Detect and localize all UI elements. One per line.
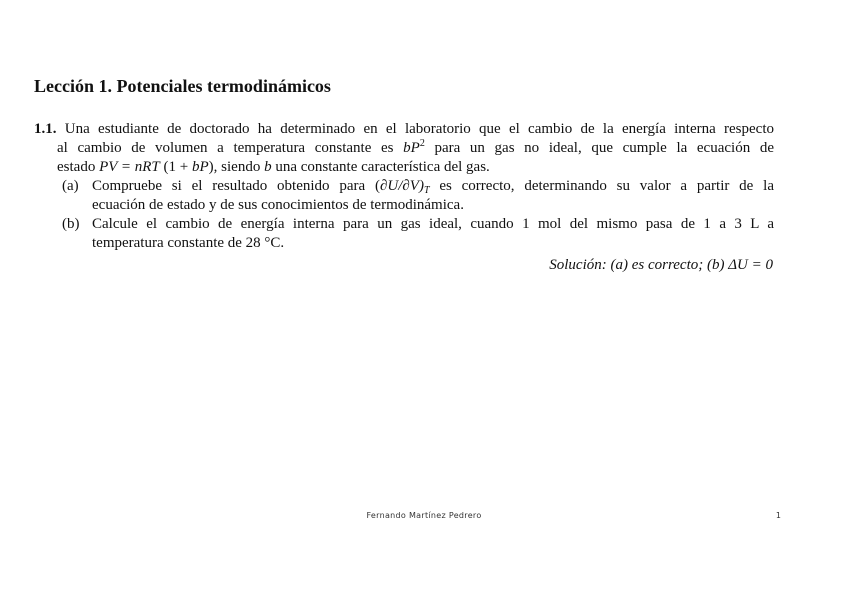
subquestion-label: (a) [62, 178, 79, 194]
subquestion-label: (b) [62, 216, 80, 232]
problem-line-2: al cambio de volumen a temperatura constante es $bP^2$ para un gas no ideal, que cumple la ecuación de [57, 138, 774, 156]
lesson-title: Lección 1. Potenciales termodinámicos [34, 76, 331, 96]
footer-page-number: 1 [775, 511, 781, 520]
equation-of-state: PV = nRT [99, 159, 160, 175]
solution-text: Solución: (a) es correcto; (b) ΔU = 0 [549, 257, 773, 273]
subquestion-b [34, 215, 774, 253]
problem-line-3: estado PV = nRT (1 + bP), siendo b una constante característica del gas. [57, 159, 490, 175]
problem-block [34, 120, 774, 253]
subquestion-a [34, 177, 774, 215]
subquestion-b-line-1: Calcule el cambio de energía interna para un gas ideal, cuando 1 mol del mismo pasa de 1 a 3 L a [92, 216, 774, 232]
subquestion-list [34, 177, 774, 253]
subquestion-a-line-2: ecuación de estado y de sus conocimientos de termodinámica. [92, 197, 464, 213]
partial-derivative: ∂U/∂V) [379, 178, 424, 194]
problem-line-1: 1.1. Una estudiante de doctorado ha determinado en el laboratorio que el cambio de la energía interna respecto [34, 121, 775, 137]
subquestion-a-line-1: Compruebe si el resultado obtenido para $(\partial U/\partial V)_T$ es correcto, determinando su valor a partir de la [92, 178, 774, 196]
footer-author: Fernando Martínez Pedrero [366, 511, 482, 520]
problem-number: 1.1. [34, 121, 57, 137]
subquestion-b-line-2: temperatura constante de 28 °C. [92, 235, 285, 251]
